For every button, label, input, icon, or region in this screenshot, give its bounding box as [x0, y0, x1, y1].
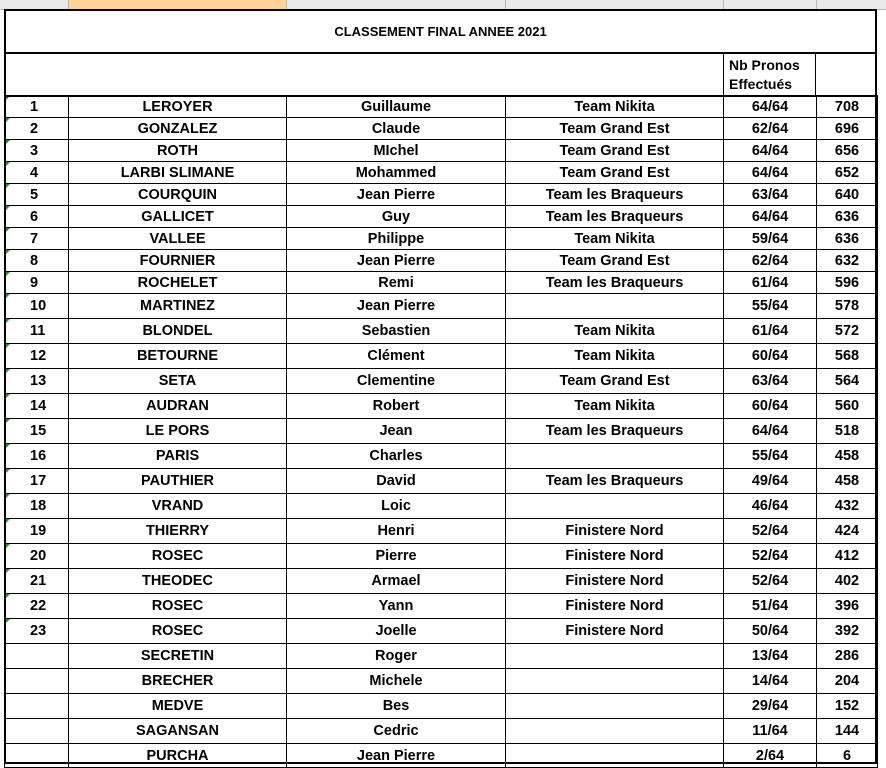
- cell-nb-pronos[interactable]: 64/64: [724, 206, 817, 228]
- cell-warning-indicator: [5, 544, 10, 549]
- cell-rank[interactable]: [5, 644, 69, 669]
- cell-team[interactable]: Team Nikita: [506, 394, 724, 419]
- cell-last-name[interactable]: PAUTHIER: [69, 469, 287, 494]
- table-row: [5, 250, 878, 272]
- cell-last-name[interactable]: LEROYER: [69, 96, 287, 118]
- cell-rank[interactable]: 2: [5, 118, 69, 140]
- cell-points[interactable]: 458: [817, 469, 878, 494]
- cell-last-name[interactable]: ROSEC: [69, 594, 287, 619]
- cell-nb-pronos[interactable]: 2/64: [724, 744, 817, 768]
- cell-team[interactable]: Team les Braqueurs: [506, 272, 724, 294]
- cell-warning-indicator: [5, 319, 10, 324]
- cell-points[interactable]: 656: [817, 140, 878, 162]
- cell-nb-pronos[interactable]: 49/64: [724, 469, 817, 494]
- cell-last-name[interactable]: GONZALEZ: [69, 118, 287, 140]
- cell-first-name[interactable]: Remi: [287, 272, 506, 294]
- cell-points[interactable]: 652: [817, 162, 878, 184]
- cell-last-name[interactable]: MEDVE: [69, 694, 287, 719]
- cell-rank[interactable]: 8: [5, 250, 69, 272]
- cell-warning-indicator: [5, 469, 10, 474]
- cell-points[interactable]: 152: [817, 694, 878, 719]
- cell-points[interactable]: 144: [817, 719, 878, 744]
- cell-points[interactable]: 708: [817, 96, 878, 118]
- cell-team[interactable]: Team Grand Est: [506, 118, 724, 140]
- cell-points[interactable]: 204: [817, 669, 878, 694]
- cell-rank[interactable]: 10: [5, 294, 69, 319]
- cell-warning-indicator: [5, 594, 10, 599]
- cell-team[interactable]: [506, 669, 724, 694]
- cell-points[interactable]: 640: [817, 184, 878, 206]
- cell-first-name[interactable]: Jean Pierre: [287, 294, 506, 319]
- cell-nb-pronos[interactable]: 55/64: [724, 444, 817, 469]
- cell-points[interactable]: 564: [817, 369, 878, 394]
- table-row: [5, 444, 878, 469]
- cell-points[interactable]: 286: [817, 644, 878, 669]
- table-row: [5, 569, 878, 594]
- cell-last-name[interactable]: BETOURNE: [69, 344, 287, 369]
- cell-last-name[interactable]: AUDRAN: [69, 394, 287, 419]
- cell-rank[interactable]: 18: [5, 494, 69, 519]
- cell-last-name[interactable]: COURQUIN: [69, 184, 287, 206]
- cell-warning-indicator: [5, 519, 10, 524]
- cell-points[interactable]: 560: [817, 394, 878, 419]
- cell-warning-indicator: [5, 494, 10, 499]
- table-row: [5, 619, 878, 644]
- cell-rank[interactable]: [5, 669, 69, 694]
- cell-team[interactable]: Team les Braqueurs: [506, 469, 724, 494]
- cell-warning-indicator: [5, 394, 10, 399]
- nb-pronos-header-line1: Nb Pronos: [729, 57, 800, 73]
- cell-rank[interactable]: 5: [5, 184, 69, 206]
- cell-first-name[interactable]: Bes: [287, 694, 506, 719]
- cell-team[interactable]: Finistere Nord: [506, 569, 724, 594]
- table-row: [5, 694, 878, 719]
- cell-first-name[interactable]: Philippe: [287, 228, 506, 250]
- cell-team[interactable]: [506, 494, 724, 519]
- cell-nb-pronos[interactable]: 50/64: [724, 619, 817, 644]
- cell-first-name[interactable]: Yann: [287, 594, 506, 619]
- cell-first-name[interactable]: MIchel: [287, 140, 506, 162]
- cell-rank[interactable]: [5, 694, 69, 719]
- cell-last-name[interactable]: THEODEC: [69, 569, 287, 594]
- cell-first-name[interactable]: Cedric: [287, 719, 506, 744]
- table-row: [5, 162, 878, 184]
- table-row: [5, 419, 878, 444]
- cell-team[interactable]: Team Grand Est: [506, 369, 724, 394]
- column-separator[interactable]: [505, 0, 506, 9]
- cell-rank[interactable]: 19: [5, 519, 69, 544]
- cell-warning-indicator: [5, 619, 10, 624]
- cell-nb-pronos[interactable]: 11/64: [724, 719, 817, 744]
- cell-nb-pronos[interactable]: 60/64: [724, 394, 817, 419]
- table-row: [5, 494, 878, 519]
- cell-rank[interactable]: 14: [5, 394, 69, 419]
- cell-warning-indicator: [5, 228, 10, 233]
- cell-nb-pronos[interactable]: 63/64: [724, 369, 817, 394]
- cell-warning-indicator: [5, 250, 10, 255]
- cell-last-name[interactable]: THIERRY: [69, 519, 287, 544]
- cell-points[interactable]: 402: [817, 569, 878, 594]
- cell-last-name[interactable]: PURCHA: [69, 744, 287, 768]
- cell-warning-indicator: [5, 294, 10, 299]
- cell-nb-pronos[interactable]: 14/64: [724, 669, 817, 694]
- cell-warning-indicator: [5, 344, 10, 349]
- cell-rank[interactable]: 1: [5, 96, 69, 118]
- cell-team[interactable]: [506, 444, 724, 469]
- cell-nb-pronos[interactable]: 64/64: [724, 419, 817, 444]
- table-row: [5, 519, 878, 544]
- cell-nb-pronos[interactable]: 60/64: [724, 344, 817, 369]
- cell-last-name[interactable]: MARTINEZ: [69, 294, 287, 319]
- cell-nb-pronos[interactable]: 46/64: [724, 494, 817, 519]
- cell-nb-pronos[interactable]: 13/64: [724, 644, 817, 669]
- cell-team[interactable]: [506, 644, 724, 669]
- cell-team[interactable]: Team Nikita: [506, 319, 724, 344]
- cell-last-name[interactable]: ROCHELET: [69, 272, 287, 294]
- cell-rank[interactable]: 17: [5, 469, 69, 494]
- cell-nb-pronos[interactable]: 64/64: [724, 162, 817, 184]
- cell-warning-indicator: [5, 444, 10, 449]
- cell-points[interactable]: 458: [817, 444, 878, 469]
- cell-rank[interactable]: 15: [5, 419, 69, 444]
- cell-nb-pronos[interactable]: 55/64: [724, 294, 817, 319]
- table-row: [5, 272, 878, 294]
- cell-rank[interactable]: 4: [5, 162, 69, 184]
- cell-nb-pronos[interactable]: 64/64: [724, 140, 817, 162]
- cell-first-name[interactable]: Pierre: [287, 544, 506, 569]
- cell-rank[interactable]: 21: [5, 569, 69, 594]
- cell-nb-pronos[interactable]: 52/64: [724, 544, 817, 569]
- table-row: [5, 719, 878, 744]
- cell-first-name[interactable]: Jean: [287, 419, 506, 444]
- table-row: [5, 644, 878, 669]
- table-row: [5, 669, 878, 694]
- cell-first-name[interactable]: Charles: [287, 444, 506, 469]
- cell-first-name[interactable]: Jean Pierre: [287, 250, 506, 272]
- cell-team[interactable]: Team Grand Est: [506, 162, 724, 184]
- cell-warning-indicator: [5, 96, 10, 101]
- cell-points[interactable]: 568: [817, 344, 878, 369]
- cell-first-name[interactable]: Jean Pierre: [287, 184, 506, 206]
- cell-rank[interactable]: 12: [5, 344, 69, 369]
- cell-nb-pronos[interactable]: 64/64: [724, 96, 817, 118]
- cell-team[interactable]: Team les Braqueurs: [506, 184, 724, 206]
- cell-last-name[interactable]: ROSEC: [69, 619, 287, 644]
- cell-nb-pronos[interactable]: 59/64: [724, 228, 817, 250]
- cell-warning-indicator: [5, 118, 10, 123]
- cell-last-name[interactable]: BLONDEL: [69, 319, 287, 344]
- cell-nb-pronos[interactable]: 62/64: [724, 250, 817, 272]
- cell-first-name[interactable]: Guy: [287, 206, 506, 228]
- table-row: [5, 228, 878, 250]
- cell-rank[interactable]: 9: [5, 272, 69, 294]
- table-row: [5, 319, 878, 344]
- cell-last-name[interactable]: VALLEE: [69, 228, 287, 250]
- cell-last-name[interactable]: FOURNIER: [69, 250, 287, 272]
- table-row: [5, 594, 878, 619]
- ranking-table: [4, 95, 878, 768]
- cell-rank[interactable]: [5, 719, 69, 744]
- cell-last-name[interactable]: PARIS: [69, 444, 287, 469]
- cell-last-name[interactable]: VRAND: [69, 494, 287, 519]
- cell-first-name[interactable]: Roger: [287, 644, 506, 669]
- cell-rank[interactable]: 23: [5, 619, 69, 644]
- cell-team[interactable]: [506, 694, 724, 719]
- cell-last-name[interactable]: ROTH: [69, 140, 287, 162]
- cell-points[interactable]: 636: [817, 228, 878, 250]
- cell-nb-pronos[interactable]: 51/64: [724, 594, 817, 619]
- cell-first-name[interactable]: Jean Pierre: [287, 744, 506, 768]
- cell-nb-pronos[interactable]: 62/64: [724, 118, 817, 140]
- table-row: [5, 394, 878, 419]
- table-row: [5, 96, 878, 118]
- cell-first-name[interactable]: Robert: [287, 394, 506, 419]
- cell-points[interactable]: 518: [817, 419, 878, 444]
- cell-team[interactable]: [506, 744, 724, 768]
- cell-nb-pronos[interactable]: 61/64: [724, 319, 817, 344]
- cell-first-name[interactable]: Sebastien: [287, 319, 506, 344]
- cell-points[interactable]: 396: [817, 594, 878, 619]
- cell-rank[interactable]: 11: [5, 319, 69, 344]
- cell-rank[interactable]: 22: [5, 594, 69, 619]
- cell-team[interactable]: Team Grand Est: [506, 250, 724, 272]
- cell-team[interactable]: Team Grand Est: [506, 140, 724, 162]
- cell-rank[interactable]: 13: [5, 369, 69, 394]
- sheet-title[interactable]: CLASSEMENT FINAL ANNEE 2021: [4, 9, 877, 52]
- cell-team[interactable]: Team Nikita: [506, 344, 724, 369]
- cell-points[interactable]: 632: [817, 250, 878, 272]
- cell-last-name[interactable]: ROSEC: [69, 544, 287, 569]
- cell-last-name[interactable]: SECRETIN: [69, 644, 287, 669]
- cell-team[interactable]: [506, 719, 724, 744]
- table-row: [5, 206, 878, 228]
- cell-rank[interactable]: 3: [5, 140, 69, 162]
- cell-last-name[interactable]: LE PORS: [69, 419, 287, 444]
- cell-team[interactable]: Finistere Nord: [506, 544, 724, 569]
- cell-warning-indicator: [5, 140, 10, 145]
- cell-first-name[interactable]: Claude: [287, 118, 506, 140]
- cell-warning-indicator: [5, 419, 10, 424]
- cell-warning-indicator: [5, 206, 10, 211]
- cell-last-name[interactable]: SAGANSAN: [69, 719, 287, 744]
- table-row: [5, 140, 878, 162]
- cell-first-name[interactable]: Clément: [287, 344, 506, 369]
- cell-first-name[interactable]: Loic: [287, 494, 506, 519]
- table-row: [5, 294, 878, 319]
- cell-team[interactable]: Team les Braqueurs: [506, 206, 724, 228]
- cell-first-name[interactable]: Mohammed: [287, 162, 506, 184]
- cell-rank[interactable]: 6: [5, 206, 69, 228]
- cell-team[interactable]: Finistere Nord: [506, 619, 724, 644]
- cell-team[interactable]: Team les Braqueurs: [506, 419, 724, 444]
- cell-team[interactable]: Finistere Nord: [506, 519, 724, 544]
- cell-first-name[interactable]: Clementine: [287, 369, 506, 394]
- cell-last-name[interactable]: SETA: [69, 369, 287, 394]
- cell-first-name[interactable]: Guillaume: [287, 96, 506, 118]
- cell-points[interactable]: 392: [817, 619, 878, 644]
- table-row: [5, 744, 878, 768]
- cell-rank[interactable]: [5, 744, 69, 768]
- cell-nb-pronos[interactable]: 63/64: [724, 184, 817, 206]
- cell-points[interactable]: 596: [817, 272, 878, 294]
- nb-pronos-header-line2: Effectués: [729, 76, 793, 92]
- cell-nb-pronos[interactable]: 52/64: [724, 519, 817, 544]
- cell-first-name[interactable]: Michele: [287, 669, 506, 694]
- cell-first-name[interactable]: Armael: [287, 569, 506, 594]
- cell-team[interactable]: Finistere Nord: [506, 594, 724, 619]
- table-row: [5, 184, 878, 206]
- table-row: [5, 118, 878, 140]
- cell-warning-indicator: [5, 272, 10, 277]
- cell-nb-pronos[interactable]: 61/64: [724, 272, 817, 294]
- cell-team[interactable]: Team Nikita: [506, 228, 724, 250]
- cell-first-name[interactable]: David: [287, 469, 506, 494]
- table-row: [5, 369, 878, 394]
- cell-warning-indicator: [5, 162, 10, 167]
- cell-points[interactable]: 696: [817, 118, 878, 140]
- cell-nb-pronos[interactable]: 29/64: [724, 694, 817, 719]
- cell-nb-pronos[interactable]: 52/64: [724, 569, 817, 594]
- cell-last-name[interactable]: LARBI SLIMANE: [69, 162, 287, 184]
- cell-last-name[interactable]: GALLICET: [69, 206, 287, 228]
- cell-points[interactable]: 6: [817, 744, 878, 768]
- cell-points[interactable]: 578: [817, 294, 878, 319]
- cell-points[interactable]: 572: [817, 319, 878, 344]
- cell-first-name[interactable]: Henri: [287, 519, 506, 544]
- cell-warning-indicator: [5, 184, 10, 189]
- column-separator[interactable]: [68, 0, 69, 9]
- cell-rank[interactable]: 7: [5, 228, 69, 250]
- cell-warning-indicator: [5, 569, 10, 574]
- table-row: [5, 344, 878, 369]
- table-row: [5, 544, 878, 569]
- column-separator[interactable]: [286, 0, 287, 9]
- column-separator[interactable]: [723, 0, 724, 9]
- cell-team[interactable]: Team Nikita: [506, 96, 724, 118]
- cell-last-name[interactable]: BRECHER: [69, 669, 287, 694]
- cell-points[interactable]: 412: [817, 544, 878, 569]
- cell-points[interactable]: 432: [817, 494, 878, 519]
- cell-points[interactable]: 636: [817, 206, 878, 228]
- nb-pronos-header[interactable]: [723, 52, 816, 95]
- cell-warning-indicator: [5, 369, 10, 374]
- cell-team[interactable]: [506, 294, 724, 319]
- cell-rank[interactable]: 16: [5, 444, 69, 469]
- cell-first-name[interactable]: Joelle: [287, 619, 506, 644]
- cell-rank[interactable]: 20: [5, 544, 69, 569]
- cell-points[interactable]: 424: [817, 519, 878, 544]
- column-separator[interactable]: [816, 0, 817, 9]
- table-row: [5, 469, 878, 494]
